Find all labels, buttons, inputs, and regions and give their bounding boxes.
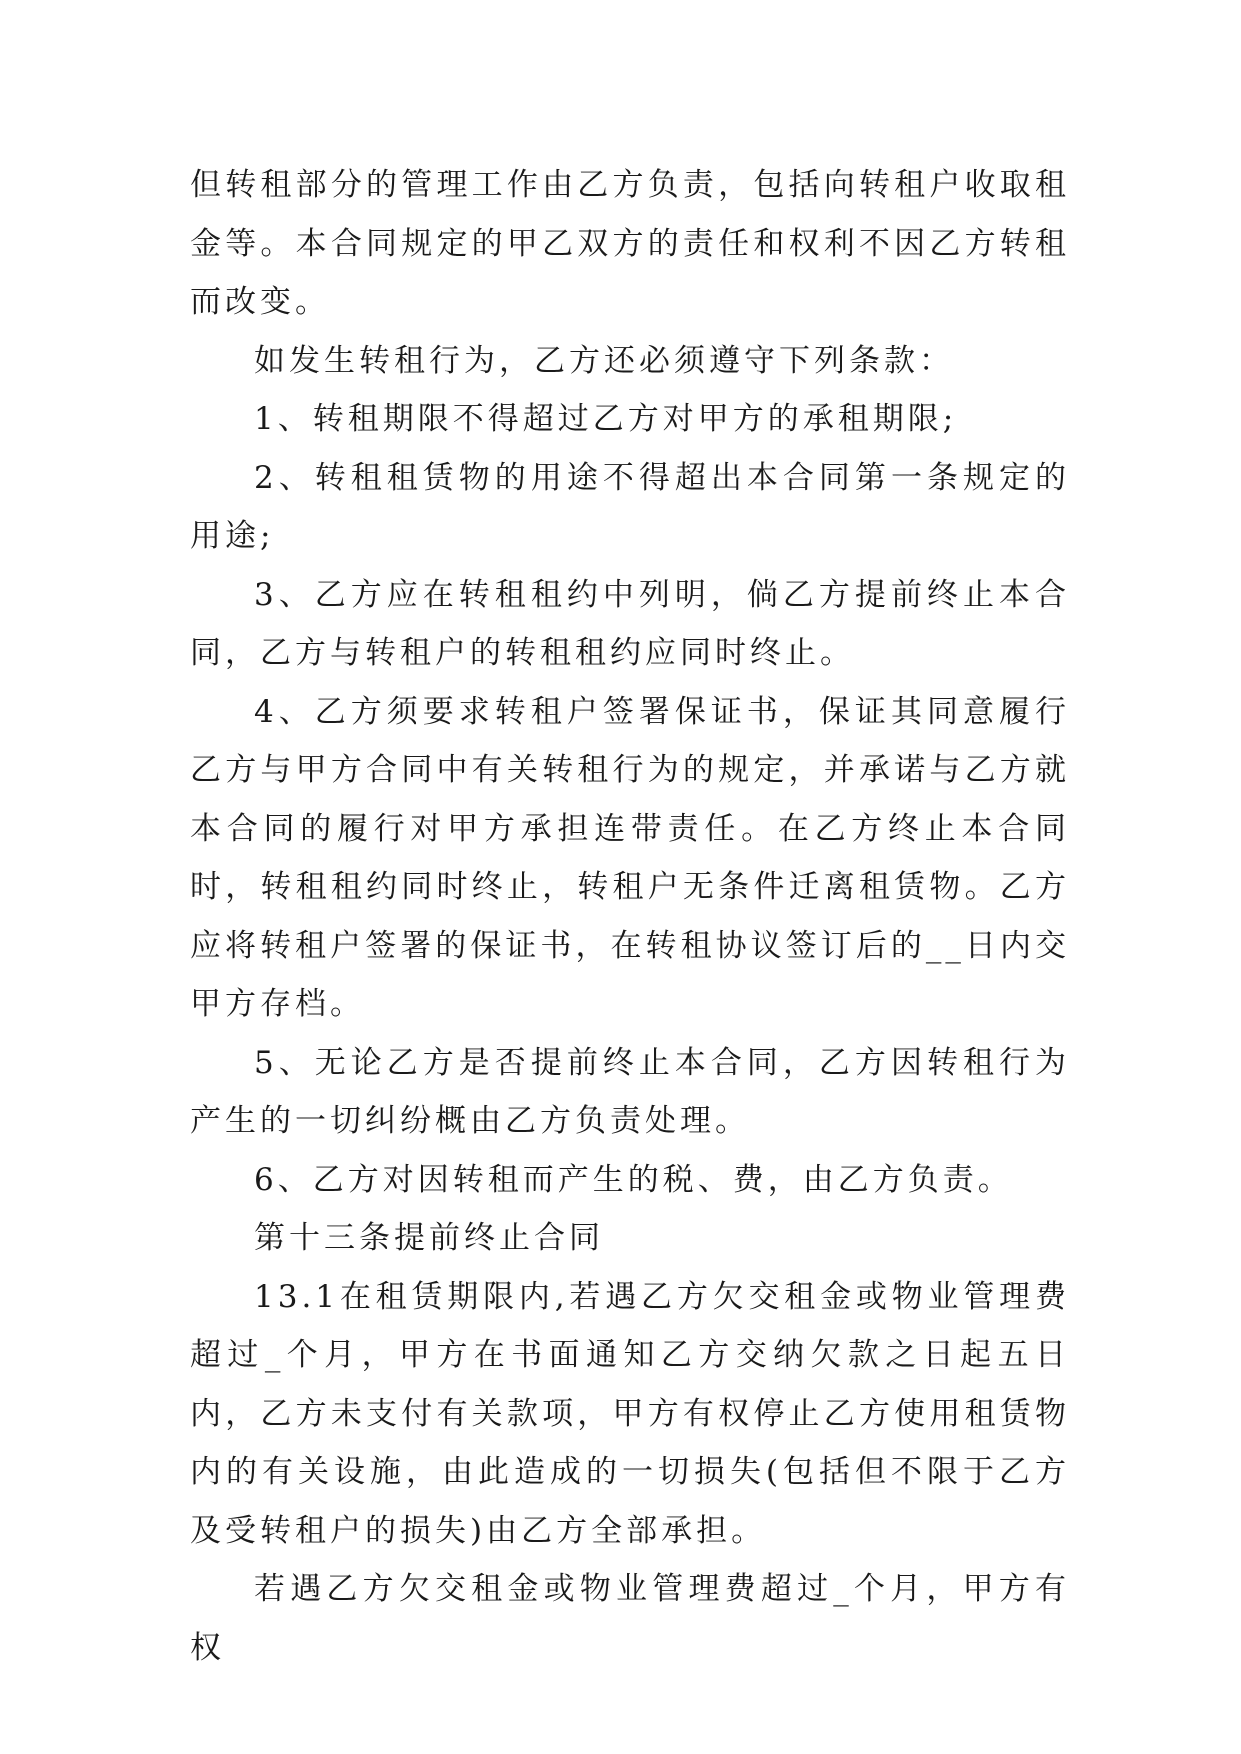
paragraph-term-4: 4、乙方须要求转租户签署保证书，保证其同意履行乙方与甲方合同中有关转租行为的规定，并承诺与乙方就本合同的履行对甲方承担连带责任。在乙方终止本合同时，转租租约同时终止，转租户无条件迁离租赁物。乙方应将转租户签署的保证书，在转租协议签订后的__日内交甲方存档。	[190, 693, 1070, 1022]
paragraph-term-6: 6、乙方对因转租而产生的税、费，由乙方负责。	[254, 1161, 1013, 1198]
paragraph-term-2: 2、转租租赁物的用途不得超出本合同第一条规定的用途;	[190, 459, 1070, 554]
document-body	[190, 156, 1070, 1677]
paragraph-term-5: 5、无论乙方是否提前终止本合同，乙方因转租行为产生的一切纠纷概由乙方负责处理。	[190, 1044, 1070, 1139]
paragraph-sublease-terms-intro: 如发生转租行为，乙方还必须遵守下列条款：	[254, 342, 954, 379]
paragraph-term-1: 1、转租期限不得超过乙方对甲方的承租期限;	[254, 401, 958, 437]
section-heading-article-13: 第十三条提前终止合同	[254, 1220, 604, 1256]
paragraph-arrears-continuation: 若遇乙方欠交租金或物业管理费超过_个月，甲方有权	[190, 1571, 1070, 1666]
paragraph-sublease-management: 但转租部分的管理工作由乙方负责，包括向转租户收取租金等。本合同规定的甲乙双方的责任和权利不因乙方转租而改变。	[190, 167, 1070, 320]
paragraph-clause-13-1: 13.1在租赁期限内,若遇乙方欠交租金或物业管理费超过_个月，甲方在书面通知乙方交纳欠款之日起五日内，乙方未支付有关款项，甲方有权停止乙方使用租赁物内的有关设施，由此造成的一切损失(包括但不限于乙方及受转租户的损失)由乙方全部承担。	[190, 1278, 1070, 1549]
paragraph-term-3: 3、乙方应在转租租约中列明，倘乙方提前终止本合同，乙方与转租户的转租租约应同时终止。	[190, 576, 1070, 671]
